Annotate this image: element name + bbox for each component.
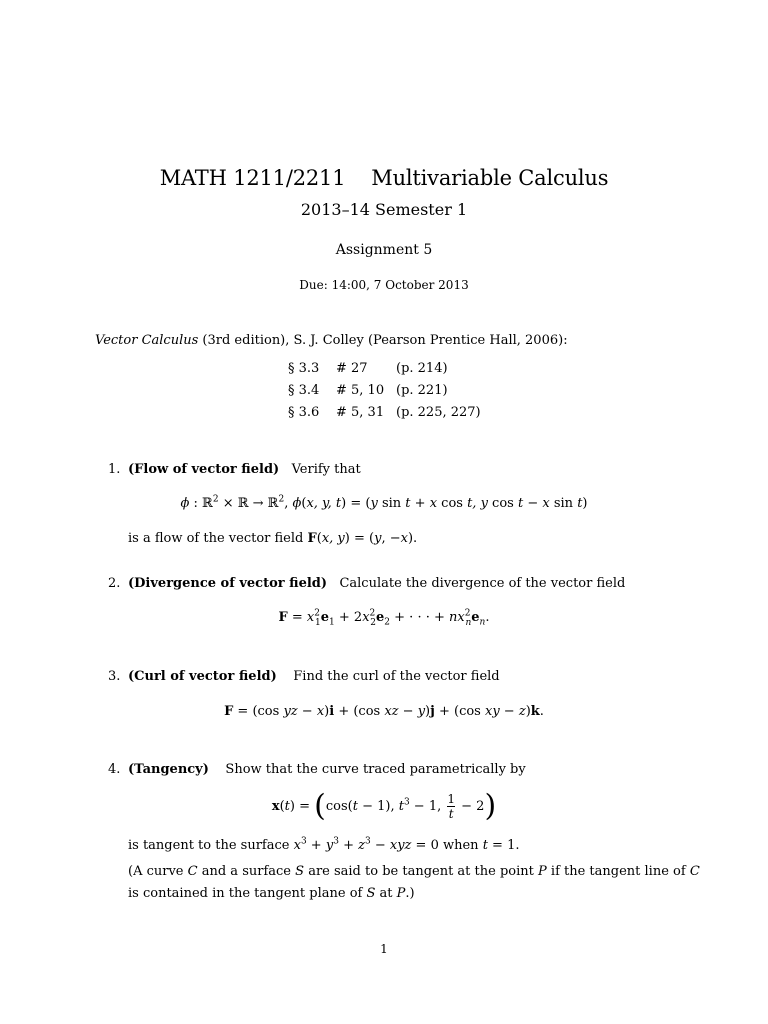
document-title [0,166,768,190]
problem-lead: Find the curl of the vector field [293,669,500,684]
problem-2-heading [128,576,625,591]
page-number: 1 [380,942,388,956]
due-date: Due: 14:00, 7 October 2013 [299,278,469,292]
problem-2-equation: $F = x^2_1e_1 + 2x^2_2e_2$ + · · · + $nx^2_ne_n$. [278,608,490,628]
exercise-numbers: # 5, 10 [336,383,385,398]
problem-1-number: 1. [108,462,121,477]
exercise-table [288,361,481,427]
exercise-section: § 3.6 [288,405,320,420]
problem-lead: Show that the curve traced parametrically by [225,762,526,777]
exercise-pages: (p. 214) [396,361,448,376]
note-text: are said to be tangent at the point [308,864,534,879]
textbook-reference [95,333,568,348]
problem-1-equation: ϕ : ℝ$^2$ × ℝ → ℝ$^2$, ϕ(x, y, t) = (y sin t + x cos t, y cos t − x sin t) [180,494,588,511]
problem-lead: Verify that [291,462,361,477]
problem-text: is a flow of the vector field [128,531,304,546]
exercise-section: § 3.4 [288,383,320,398]
problem-2-number: 2. [108,576,121,591]
exercise-pages: (p. 221) [396,383,448,398]
problem-lead: Calculate the divergence of the vector field [339,576,626,591]
problem-4-text: is tangent to the surface $x^3 + y^3 + z^3$ − xyz = 0 when t = 1. [128,836,520,853]
note-text: and a surface [201,864,291,879]
assignment-label: Assignment 5 [335,242,433,258]
problem-4-equation: x(t) = (cos(t − 1), $t^3 - 1$, $\frac{1}{t}$ − 2) [271,788,497,824]
problem-heading: (Curl of vector field) [128,669,277,684]
exercise-numbers: # 5, 31 [336,405,385,420]
problem-4-number: 4. [108,762,121,777]
note-text: at [379,886,393,901]
problem-1-heading [128,462,361,477]
exercise-section: § 3.3 [288,361,320,376]
book-title: Vector Calculus [95,333,199,348]
problem-text: when [442,838,479,853]
exercise-pages: (p. 225, 227) [396,405,481,420]
course-code: MATH 1211/2211 [159,166,346,190]
fraction: $\frac{1}{t}$ [447,792,456,821]
table-row [288,405,481,427]
table-row [288,383,481,405]
problem-heading: (Divergence of vector field) [128,576,328,591]
note-text: is contained in the tangent plane of [128,886,363,901]
problem-4-heading [128,762,526,777]
problem-4-note-line1: (A curve C and a surface S are said to be tangent at the point P if the tangent line of C [128,864,700,879]
course-name: Multivariable Calculus [371,166,609,190]
exercise-numbers: # 27 [336,361,368,376]
table-row [288,361,481,383]
problem-3-equation: F = (cos yz − x)i + (cos xz − y)j + (cos xy − z)k. [224,704,544,719]
note-text: if the tangent line of [550,864,686,879]
problem-3-heading [128,669,500,684]
problem-text: is tangent to the surface [128,838,290,853]
semester: 2013–14 Semester 1 [300,200,468,219]
problem-heading: (Flow of vector field) [128,462,280,477]
problem-3-number: 3. [108,669,121,684]
problem-1-text: is a flow of the vector field F(x, y) = (y, −x). [128,531,418,546]
book-details: (3rd edition), S. J. Colley (Pearson Prentice Hall, 2006): [202,333,568,348]
problem-4-note-line2: is contained in the tangent plane of S at P.) [128,886,415,901]
note-text: (A curve [128,864,184,879]
problem-heading: (Tangency) [128,762,209,777]
